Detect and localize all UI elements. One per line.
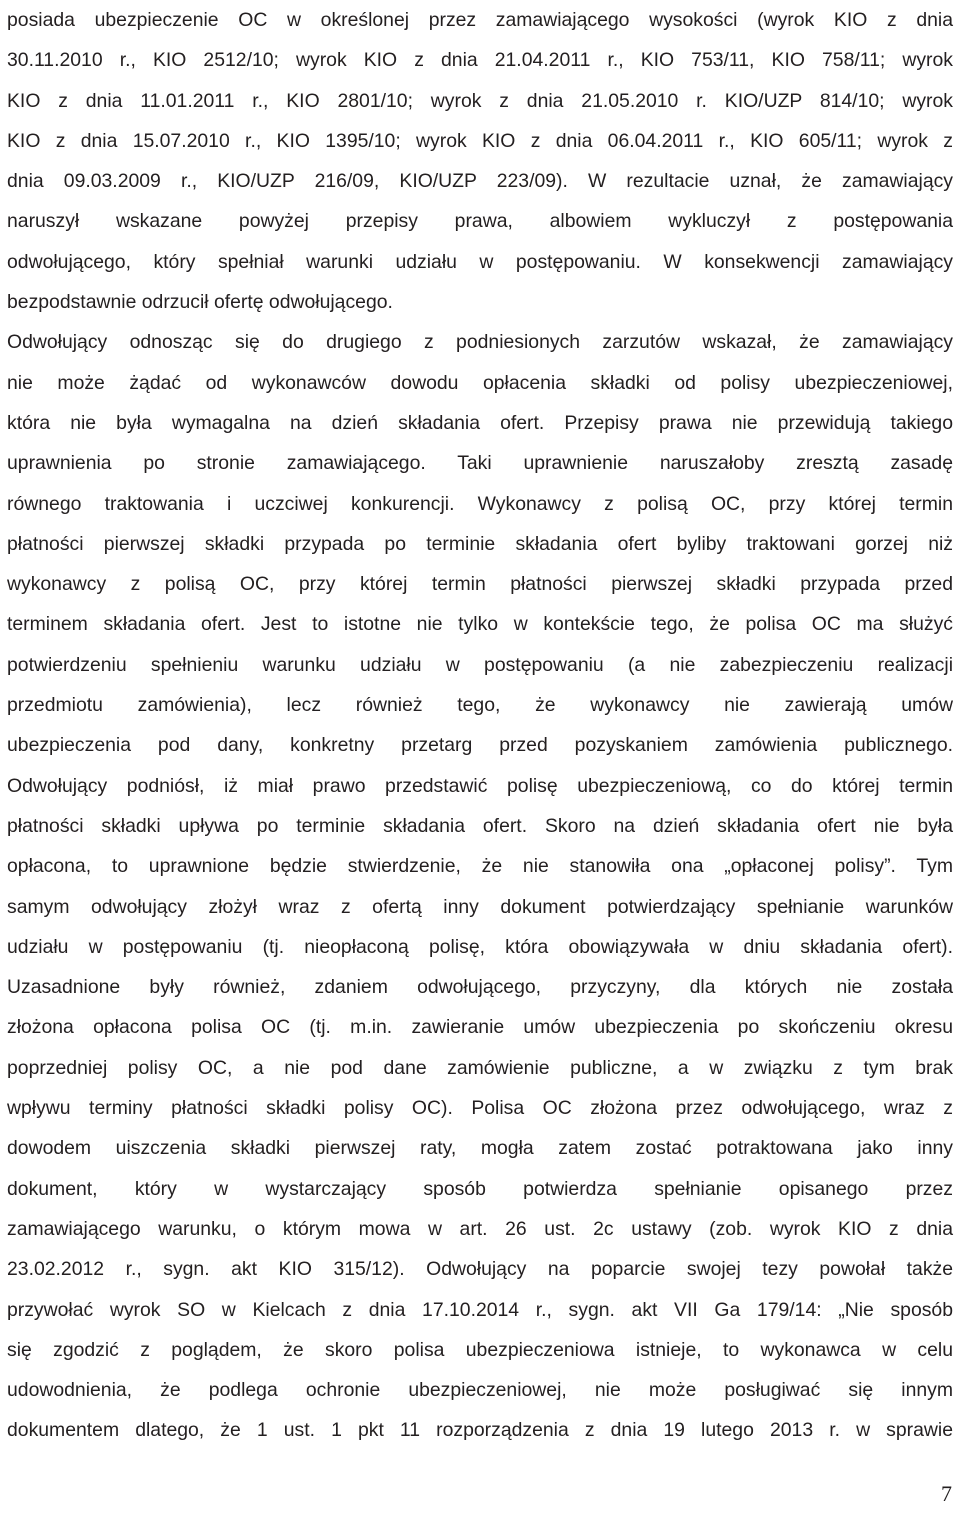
text-line: zamawiającego warunku, o którym mowa w art. 26 ust. 2c ustawy (zob. wyrok KIO z dnia bbox=[7, 1217, 953, 1240]
text-line: Uzasadnione były również, zdaniem odwołującego, przyczyny, dla których nie została bbox=[7, 976, 953, 999]
text-line: udziału w postępowaniu (tj. nieopłaconą polisę, która obowiązywała w dniu składania ofert). bbox=[7, 935, 953, 958]
text-line: która nie była wymagalna na dzień składania ofert. Przepisy prawa nie przewidują takiego bbox=[7, 411, 953, 434]
text-line: wykonawcy z polisą OC, przy której termin płatności pierwszej składki przypada przed bbox=[7, 573, 953, 596]
text-line: Odwołujący odnosząc się do drugiego z podniesionych zarzutów wskazał, że zamawiający bbox=[7, 331, 953, 354]
text-line: samym odwołujący złożył wraz z ofertą inny dokument potwierdzający spełnianie warunków bbox=[7, 895, 953, 918]
text-line: dowodem uiszczenia składki pierwszej raty, mogła zatem zostać potraktowana jako inny bbox=[7, 1137, 953, 1160]
text-line: przywołać wyrok SO w Kielcach z dnia 17.10.2014 r., sygn. akt VII Ga 179/14: „Nie sposób bbox=[7, 1298, 953, 1321]
text-line: równego traktowania i uczciwej konkurencji. Wykonawcy z polisą OC, przy której termin bbox=[7, 492, 953, 515]
text-line: posiada ubezpieczenie OC w określonej przez zamawiającego wysokości (wyrok KIO z dnia bbox=[7, 9, 953, 31]
text-line: dokumentem dlatego, że 1 ust. 1 pkt 11 rozporządzenia z dnia 19 lutego 2013 r. w sprawie bbox=[7, 1419, 953, 1442]
page-number: 7 bbox=[941, 1481, 952, 1506]
text-line: płatności pierwszej składki przypada po terminie składania ofert byliby traktowani gorzej niż bbox=[7, 532, 953, 555]
text-line: 30.11.2010 r., KIO 2512/10; wyrok KIO z dnia 21.04.2011 r., KIO 753/11, KIO 758/11; wyrok bbox=[7, 49, 953, 72]
text-line: odwołującego, który spełniał warunki udziału w postępowaniu. W konsekwencji zamawiający bbox=[7, 250, 953, 273]
text-line: dnia 09.03.2009 r., KIO/UZP 216/09, KIO/UZP 223/09). W rezultacie uznał, że zamawiający bbox=[7, 170, 953, 193]
text-line: wpływu terminy płatności składki polisy OC). Polisa OC złożona przez odwołującego, wraz z bbox=[7, 1097, 953, 1120]
text-line: uprawnienia po stronie zamawiającego. Taki uprawnienie naruszałoby zresztą zasadę bbox=[7, 452, 953, 475]
text-line: opłacona, to uprawnione będzie stwierdzenie, że nie stanowiła ona „opłaconej polisy”. Tym bbox=[7, 855, 953, 878]
text-line: złożona opłacona polisa OC (tj. m.in. zawieranie umów ubezpieczenia po skończeniu okresu bbox=[7, 1016, 953, 1039]
text-line: ubezpieczenia pod dany, konkretny przetarg przed pozyskaniem zamówienia publicznego. bbox=[7, 734, 953, 757]
text-line: płatności składki upływa po terminie składania ofert. Skoro na dzień składania ofert nie była bbox=[7, 814, 953, 837]
text-line: KIO z dnia 11.01.2011 r., KIO 2801/10; wyrok z dnia 21.05.2010 r. KIO/UZP 814/10; wyrok bbox=[7, 89, 953, 112]
text-line: nie może żądać od wykonawców dowodu opłacenia składki od polisy ubezpieczeniowej, bbox=[7, 371, 953, 394]
text-line: Odwołujący podniósł, iż miał prawo przedstawić polisę ubezpieczeniową, co do której termin bbox=[7, 774, 953, 797]
text-line: KIO z dnia 15.07.2010 r., KIO 1395/10; wyrok KIO z dnia 06.04.2011 r., KIO 605/11; wyrok z bbox=[7, 129, 953, 152]
text-line: udowodnienia, że podlega ochronie ubezpieczeniowej, nie może posługiwać się innym bbox=[7, 1379, 953, 1402]
body-text bbox=[7, 0, 953, 1451]
text-line: bezpodstawnie odrzucił ofertę odwołującego. bbox=[7, 291, 393, 314]
text-line: przedmiotu zamówienia), lecz również tego, że wykonawcy nie zawierają umów bbox=[7, 694, 953, 717]
text-line: terminem składania ofert. Jest to istotne nie tylko w kontekście tego, że polisa OC ma służyć bbox=[7, 613, 953, 636]
text-line: 23.02.2012 r., sygn. akt KIO 315/12). Odwołujący na poparcie swojej tezy powołał także bbox=[7, 1258, 953, 1281]
text-line: poprzedniej polisy OC, a nie pod dane zamówienie publiczne, a w związku z tym brak bbox=[7, 1056, 953, 1079]
text-line: się zgodzić z poglądem, że skoro polisa ubezpieczeniowa istnieje, to wykonawca w celu bbox=[7, 1338, 953, 1361]
text-line: naruszył wskazane powyżej przepisy prawa, albowiem wykluczył z postępowania bbox=[7, 210, 953, 233]
text-line: potwierdzeniu spełnieniu warunku udziału w postępowaniu (a nie zabezpieczeniu realizacji bbox=[7, 653, 953, 676]
text-line: dokument, który w wystarczający sposób potwierdza spełnianie opisanego przez bbox=[7, 1177, 953, 1200]
